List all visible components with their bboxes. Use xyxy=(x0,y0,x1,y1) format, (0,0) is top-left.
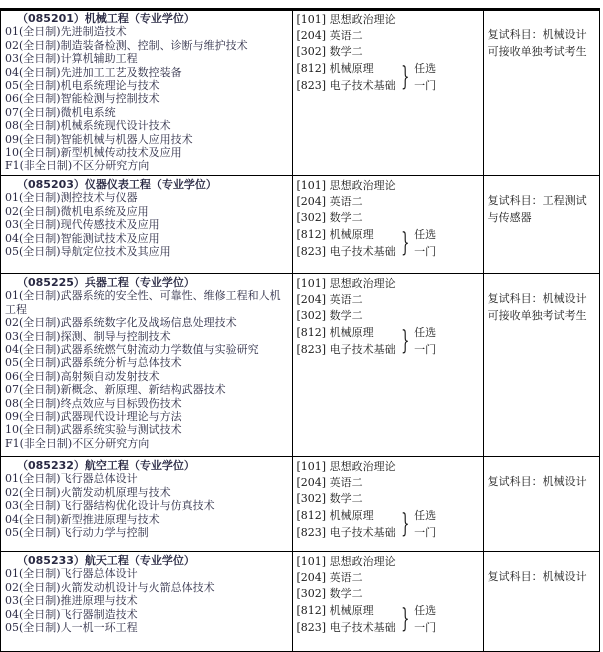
research-direction: 01(全日制)测控技术与仪器 xyxy=(5,191,138,205)
research-direction: 04(全日制)智能测试技术及应用 xyxy=(5,231,160,245)
exam-subject: [101] 思想政治理论 xyxy=(296,178,396,192)
research-direction: 01(全日制)武器系统的安全性、可靠性、维修工程和人机工程 xyxy=(5,289,281,316)
program-row xyxy=(1,273,600,456)
program-row xyxy=(1,10,600,176)
exam-subject: [204] 英语二 xyxy=(296,194,363,208)
research-direction: 08(全日制)终点效应与目标毁伤技术 xyxy=(5,396,182,410)
research-direction: 03(全日制)现代传感技术及应用 xyxy=(5,218,160,232)
choice-note: 任选 xyxy=(414,62,437,75)
research-direction: 07(全日制)微机电系统 xyxy=(5,105,116,119)
exam-subjects-cell xyxy=(292,175,483,273)
elective-group xyxy=(297,324,479,358)
exam-subjects-cell xyxy=(292,551,483,651)
note-text: 复试科目：机械设计 xyxy=(487,291,587,305)
research-direction: 01(全日制)先进制造技术 xyxy=(5,25,127,39)
research-direction: 02(全日制)制造装备检测、控制、诊断与维护技术 xyxy=(5,38,248,52)
research-direction: 02(全日制)火箭发动机设计与火箭总体技术 xyxy=(5,580,215,594)
exam-subjects-cell xyxy=(292,456,483,551)
research-direction: 04(全日制)飞行器制造技术 xyxy=(5,607,138,621)
choice-note: 任选 xyxy=(414,227,437,241)
choice-note: 一门 xyxy=(414,342,437,356)
choice-note: 任选 xyxy=(414,603,437,617)
brace-icon: } xyxy=(400,508,410,539)
research-direction: 07(全日制)新概念、新原理、新结构武器技术 xyxy=(5,383,226,397)
research-direction: 10(全日制)武器系统实验与测试技术 xyxy=(5,423,182,437)
exam-subjects-cell xyxy=(292,10,483,176)
research-direction: 03(全日制)飞行器结构优化设计与仿真技术 xyxy=(5,499,215,513)
elective-subject: [812] 机械原理 xyxy=(296,227,374,241)
choice-note: 一门 xyxy=(414,525,437,539)
exam-subject: [204] 英语二 xyxy=(296,475,363,489)
note-text: 可接收单独考试考生 xyxy=(487,308,587,322)
notes-cell xyxy=(483,273,599,456)
exam-subject: [302] 数学二 xyxy=(296,586,363,600)
note-text: 复试科目：工程测试与传感器 xyxy=(487,193,587,224)
elective-subject: [812] 机械原理 xyxy=(296,62,374,75)
research-direction: 05(全日制)武器系统分析与总体技术 xyxy=(5,356,182,370)
elective-subject: [823] 电子技术基础 xyxy=(296,244,396,258)
research-direction: F1(非全日制)不区分研究方向 xyxy=(5,159,150,173)
program-cell xyxy=(1,175,293,273)
elective-group xyxy=(297,602,479,636)
exam-subject: [302] 数学二 xyxy=(296,308,363,322)
research-direction: 03(全日制)探测、制导与控制技术 xyxy=(5,329,171,343)
program-row xyxy=(1,456,600,551)
brace-icon: } xyxy=(400,603,410,634)
research-direction: 04(全日制)先进加工工艺及数控装备 xyxy=(5,65,182,79)
exam-subject: [204] 英语二 xyxy=(296,570,363,584)
exam-subject: [204] 英语二 xyxy=(296,292,363,306)
exam-subject: [302] 数学二 xyxy=(296,210,363,224)
research-direction: 05(全日制)导航定位技术及其应用 xyxy=(5,244,171,258)
notes-cell xyxy=(483,551,599,651)
research-direction: 09(全日制)武器现代设计理论与方法 xyxy=(5,409,182,423)
exam-subject: [101] 思想政治理论 xyxy=(296,554,396,568)
note-text: 复试科目：机械设计 xyxy=(487,569,587,583)
elective-subject: [812] 机械原理 xyxy=(296,603,374,617)
notes-cell xyxy=(483,456,599,551)
research-direction: 08(全日制)机械系统现代设计技术 xyxy=(5,119,171,133)
exam-subject: [302] 数学二 xyxy=(296,45,363,58)
elective-subject: [812] 机械原理 xyxy=(296,325,374,339)
program-title: （085201）机械工程（专业学位） xyxy=(17,12,195,25)
brace-icon: } xyxy=(400,227,410,258)
research-direction: 01(全日制)飞行器总体设计 xyxy=(5,472,138,486)
choice-note: 一门 xyxy=(414,79,437,92)
elective-subject: [823] 电子技术基础 xyxy=(296,342,396,356)
exam-subject: [101] 思想政治理论 xyxy=(296,13,396,26)
elective-subject: [812] 机械原理 xyxy=(296,508,374,522)
brace-icon: } xyxy=(400,62,410,92)
program-title: （085225）兵器工程（专业学位） xyxy=(17,275,195,289)
research-direction: 10(全日制)新型机械传动技术及应用 xyxy=(5,146,182,160)
research-direction: 09(全日制)智能机械与机器人应用技术 xyxy=(5,132,193,146)
research-direction: 06(全日制)智能检测与控制技术 xyxy=(5,92,160,106)
program-title: （085203）仪器仪表工程（专业学位） xyxy=(17,177,217,191)
program-table xyxy=(0,9,600,652)
notes-cell xyxy=(483,10,599,176)
choice-note: 一门 xyxy=(414,620,437,634)
notes-cell xyxy=(483,175,599,273)
exam-subject: [101] 思想政治理论 xyxy=(296,459,396,473)
elective-group xyxy=(297,507,479,541)
elective-subject: [823] 电子技术基础 xyxy=(296,525,396,539)
research-direction: 02(全日制)火箭发动机原理与技术 xyxy=(5,485,171,499)
note-text: 可接收单独考试考生 xyxy=(487,45,587,58)
research-direction: F1(非全日制)不区分研究方向 xyxy=(5,436,150,450)
research-direction: 02(全日制)微机电系统及应用 xyxy=(5,204,149,218)
exam-subject: [204] 英语二 xyxy=(296,29,363,42)
note-text: 复试科目：机械设计 xyxy=(487,28,587,41)
research-direction: 04(全日制)新型推进原理与技术 xyxy=(5,512,160,526)
program-title: （085232）航空工程（专业学位） xyxy=(17,458,195,472)
program-row xyxy=(1,551,600,651)
exam-subject: [101] 思想政治理论 xyxy=(296,276,396,290)
research-direction: 03(全日制)推进原理与技术 xyxy=(5,594,138,608)
program-cell xyxy=(1,551,293,651)
program-cell xyxy=(1,456,293,551)
research-direction: 05(全日制)飞行动力学与控制 xyxy=(5,525,149,539)
exam-subject: [302] 数学二 xyxy=(296,491,363,505)
brace-icon: } xyxy=(400,325,410,356)
research-direction: 01(全日制)飞行器总体设计 xyxy=(5,567,138,581)
choice-note: 任选 xyxy=(414,325,437,339)
program-cell xyxy=(1,10,293,176)
choice-note: 一门 xyxy=(414,244,437,258)
research-direction: 03(全日制)计算机辅助工程 xyxy=(5,52,138,66)
research-direction: 05(全日制)人一机一环工程 xyxy=(5,620,138,634)
choice-note: 任选 xyxy=(414,508,437,522)
program-cell xyxy=(1,273,293,456)
elective-group xyxy=(297,226,479,260)
research-direction: 05(全日制)机电系统理论与技术 xyxy=(5,79,160,93)
program-row xyxy=(1,175,600,273)
elective-subject: [823] 电子技术基础 xyxy=(296,620,396,634)
research-direction: 06(全日制)高射频自动发射技术 xyxy=(5,369,160,383)
exam-subjects-cell xyxy=(292,273,483,456)
research-direction: 04(全日制)武器系统燃气射流动力学数值与实验研究 xyxy=(5,342,259,356)
program-title: （085233）航天工程（专业学位） xyxy=(17,553,195,567)
elective-group xyxy=(297,60,479,94)
research-direction: 02(全日制)武器系统数字化及战场信息处理技术 xyxy=(5,316,237,330)
elective-subject: [823] 电子技术基础 xyxy=(296,79,396,92)
note-text: 复试科目：机械设计 xyxy=(487,474,587,488)
